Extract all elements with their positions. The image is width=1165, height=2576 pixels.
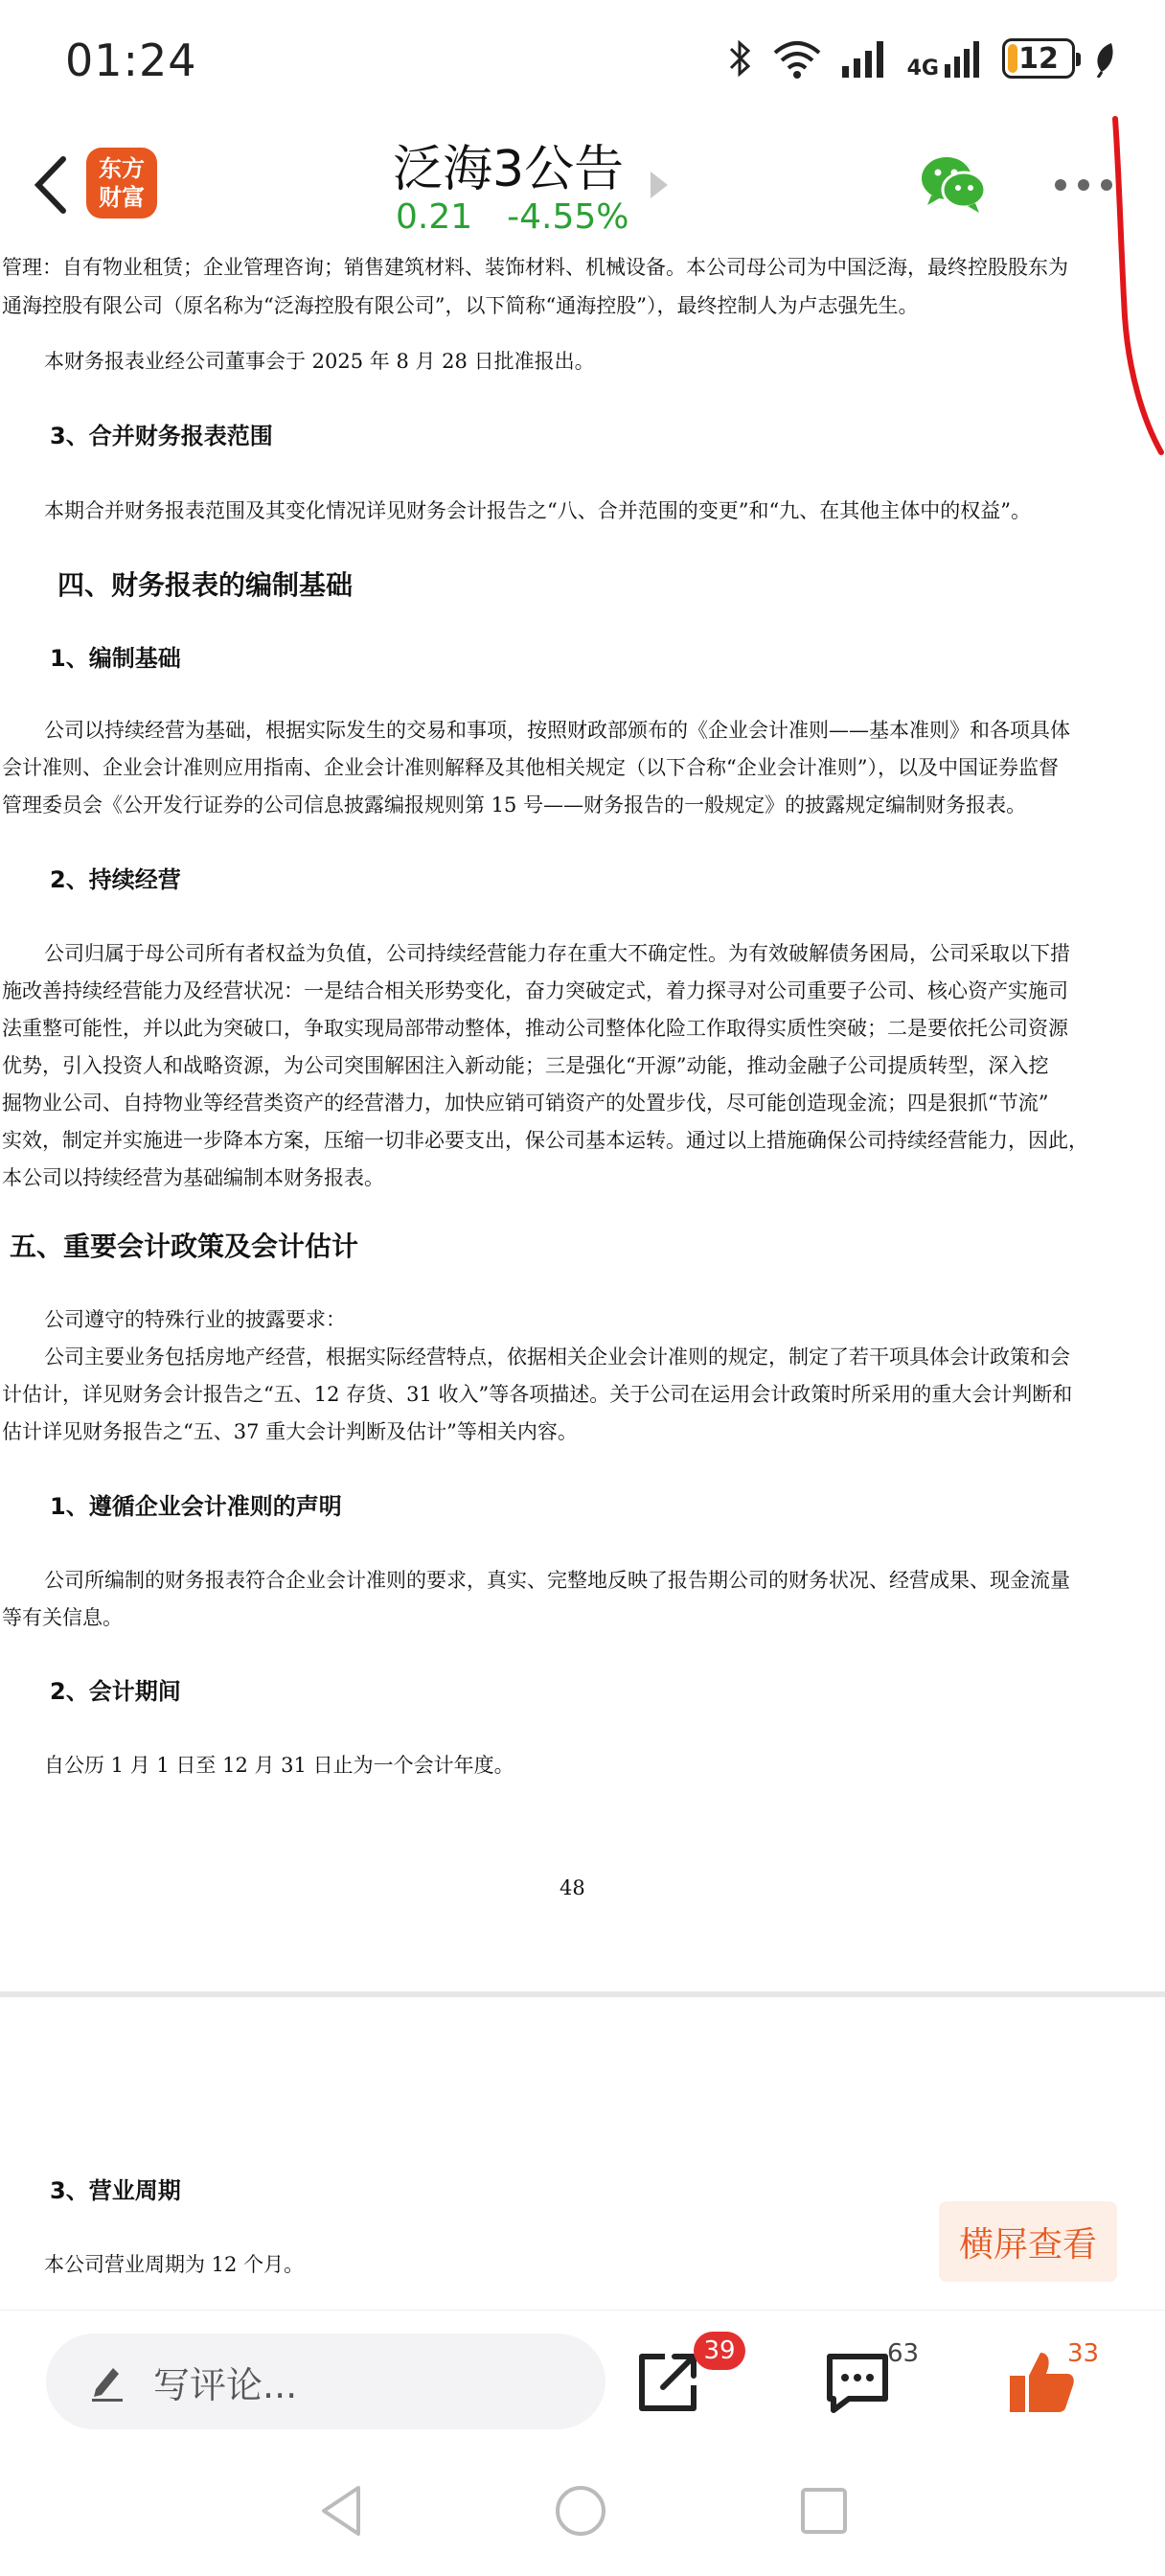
nav-recents-icon[interactable] [799,2486,849,2536]
page-title[interactable]: 泛海3公告 [393,141,625,198]
heading-statement: 1、遵循企业会计准则的声明 [50,1493,342,1520]
doc-policy-line-3: 估计详见财务报告之“五、37 重大会计判断及估计”等相关内容。 [2,1420,578,1443]
doc-statement-line-1: 公司所编制的财务报表符合企业会计准则的要求，真实、完整地反映了报告期公司的财务状况、经营成果、现金流量 [44,1569,1070,1592]
doc-period: 自公历 1 月 1 日至 12 月 31 日止为一个会计年度。 [44,1754,514,1777]
heading-scope: 3、合并财务报表范围 [50,423,273,449]
doc-approve: 本财务报表业经公司董事会于 2025 年 8 月 28 日批准报出。 [44,350,595,373]
nav-back-icon[interactable] [316,2482,366,2540]
doc-going-line-7: 本公司以持续经营为基础编制本财务报表。 [2,1166,384,1189]
battery-icon [1002,38,1075,79]
heading-basis: 1、编制基础 [50,645,181,672]
pencil-icon [88,2360,126,2403]
heading-period: 2、会计期间 [50,1678,181,1705]
doc-going-line-1: 公司归属于母公司所有者权益为负值，公司持续经营能力存在重大不确定性。为有效破解债务困局，公司采取以下措 [44,942,1070,965]
network-type: 4G [906,57,939,80]
system-navigation-bar [0,2444,1165,2576]
bluetooth-icon [727,37,754,80]
doc-intro-line-1: 管理：自有物业租赁；企业管理咨询；销售建筑材料、装饰材料、机械设备。本公司母公司为中国泛海，最终控股股东为 [2,256,1068,279]
heading-going-concern: 2、持续经营 [50,866,181,893]
header-bar [0,115,1165,254]
nav-home-icon[interactable] [554,2484,607,2538]
likes-count: 33 [1067,2339,1100,2368]
document-viewer[interactable] [0,254,1165,2310]
doc-going-line-2: 施改善持续经营能力及经营状况：一是结合相关形势变化，奋力突破定式，着力探寻对公司重要子公司、核心资产实施司 [2,979,1068,1002]
share-count-badge: 39 [694,2332,745,2370]
bottom-toolbar [0,2310,1165,2444]
heading-cycle: 3、营业周期 [50,2177,181,2204]
comments-count: 63 [887,2339,920,2368]
logo-line-2: 财富 [99,184,145,211]
doc-going-line-4: 优势，引入投资人和战略资源，为公司突围解困注入新动能；三是强化“开源”动能，推动金融子公司提质转型，深入挖 [2,1054,1049,1077]
doc-policy-line-2: 计估计，详见财务会计报告之“五、12 存货、31 收入”等各项描述。关于公司在运用会计政策时所采用的重大会计判断和 [2,1383,1073,1406]
like-icon[interactable] [1006,2347,1077,2418]
back-arrow-icon[interactable] [23,151,80,218]
status-bar [0,0,1165,115]
doc-scope: 本期合并财务报表范围及其变化情况详见财务会计报告之“八、合并范围的变更”和“九、在其他主体中的权益”。 [44,499,1031,522]
app-logo[interactable] [86,148,157,218]
comment-placeholder: 写评论... [153,2363,298,2406]
wifi-icon [771,37,823,80]
doc-basis-line-1: 公司以持续经营为基础，根据实际发生的交易和事项，按照财政部颁布的《企业会计准则——基本准则》和各项具体 [44,719,1070,742]
signal-icon [840,37,890,80]
stock-change: -4.55% [507,197,629,237]
stock-quote [396,197,629,237]
comment-input[interactable] [46,2334,605,2429]
logo-line-1: 东方 [99,155,145,182]
doc-policy-line-1: 公司主要业务包括房地产经营，根据实际经营特点，依据相关企业会计准则的规定，制定了若干项具体会计政策和会 [44,1346,1070,1368]
comments-icon[interactable] [822,2347,893,2418]
doc-statement-line-2: 等有关信息。 [2,1606,123,1629]
signal-4g-icon [907,37,985,80]
doc-going-line-6: 实效，制定并实施进一步降本方案，压缩一切非必要支出，保公司基本运转。通过以上措施确保公司持续经营能力，因此， [2,1129,1088,1152]
battery-level: 12 [1018,41,1059,76]
landscape-view-button[interactable]: 横屏查看 [939,2201,1117,2282]
doc-basis-line-3: 管理委员会《公开发行证券的公司信息披露编报规则第 15 号——财务报告的一般规定》的披露规定编制财务报表。 [2,794,1027,816]
play-triangle-icon[interactable] [648,169,671,201]
page-number: 48 [560,1876,585,1899]
heading-basis-section: 四、财务报表的编制基础 [57,569,354,601]
doc-policy-intro: 公司遵守的特殊行业的披露要求： [44,1308,346,1331]
page-separator [0,1991,1165,1997]
doc-basis-line-2: 会计准则、企业会计准则应用指南、企业会计准则解释及其他相关规定（以下合称“企业会计准则”），以及中国证券监督 [2,756,1059,779]
leaf-icon [1092,39,1117,78]
wechat-icon[interactable] [920,153,987,215]
doc-going-line-5: 掘物业公司、自持物业等经营类资产的经营潜力，加快应销可销资产的处置步伐，尽可能创造现金流；四是狠抓“节流” [2,1092,1049,1115]
heading-policy-section: 五、重要会计政策及会计估计 [10,1230,359,1262]
share-icon[interactable] [632,2347,703,2418]
doc-going-line-3: 法重整可能性，并以此为突破口，争取实现局部带动整体，推动公司整体化险工作取得实质性突破；二是要依托公司资源 [2,1017,1068,1040]
clock: 01:24 [65,34,197,86]
doc-intro-line-2: 通海控股有限公司（原名称为“泛海控股有限公司”，以下简称“通海控股”），最终控制人为卢志强先生。 [2,294,919,317]
stock-price: 0.21 [396,197,473,237]
more-icon[interactable] [1054,178,1113,192]
doc-cycle: 本公司营业周期为 12 个月。 [44,2253,305,2276]
status-icons [727,34,1117,82]
